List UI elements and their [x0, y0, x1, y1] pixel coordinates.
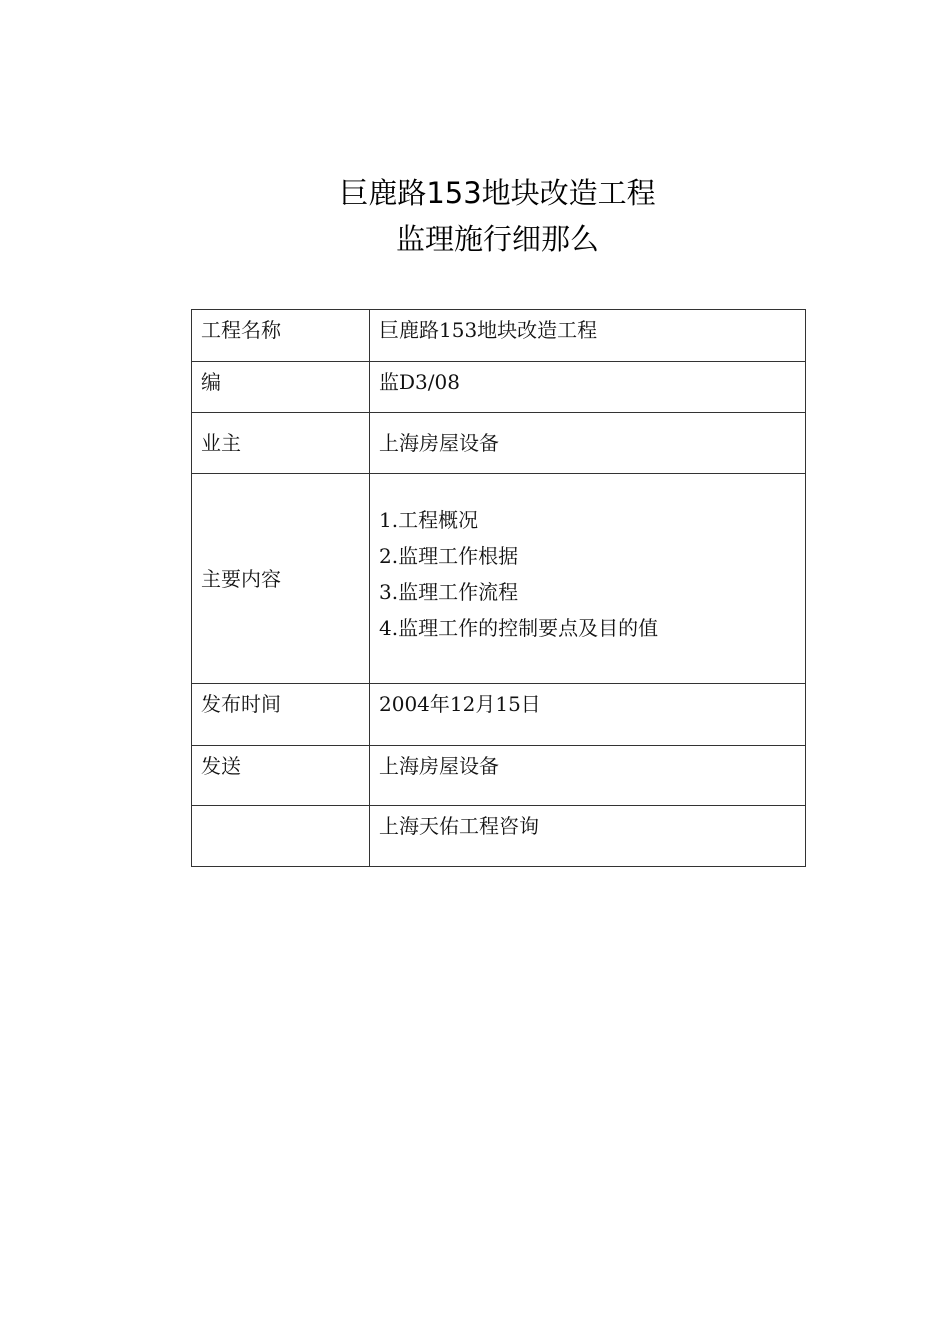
list-item: 4.监理工作的控制要点及目的值: [379, 615, 659, 640]
value-publish-date: 2004年12月15日: [370, 684, 806, 746]
table-row-code: [192, 362, 806, 413]
title-line-2: 监理施行细那么: [395, 222, 599, 256]
label-send-to: 发送: [192, 746, 370, 806]
label-consultant: [192, 806, 370, 867]
table-row-project-name: [192, 310, 806, 362]
value-code: 监D3/08: [370, 362, 806, 413]
value-main-content: [370, 474, 806, 684]
title-line-1: 巨鹿路153地块改造工程: [339, 176, 656, 210]
table-row-send-to: [192, 746, 806, 806]
table-row-publish-date: [192, 684, 806, 746]
list-item: 2.监理工作根据: [379, 543, 519, 568]
main-content-list: [379, 502, 805, 646]
info-table: [191, 309, 806, 867]
label-code: 编: [192, 362, 370, 413]
value-send-to: 上海房屋设备: [370, 746, 806, 806]
value-project-name: 巨鹿路153地块改造工程: [370, 310, 806, 362]
table-row-main-content: [192, 474, 806, 684]
label-owner: 业主: [192, 413, 370, 474]
list-item: 3.监理工作流程: [379, 579, 519, 604]
document-title: [0, 170, 950, 262]
table-row-owner: [192, 413, 806, 474]
label-main-content: 主要内容: [192, 474, 370, 684]
list-item: 1.工程概况: [379, 507, 479, 532]
value-consultant: 上海天佑工程咨询: [370, 806, 806, 867]
table-row-consultant: [192, 806, 806, 867]
value-owner: 上海房屋设备: [370, 413, 806, 474]
label-publish-date: 发布时间: [192, 684, 370, 746]
label-project-name: 工程名称: [192, 310, 370, 362]
